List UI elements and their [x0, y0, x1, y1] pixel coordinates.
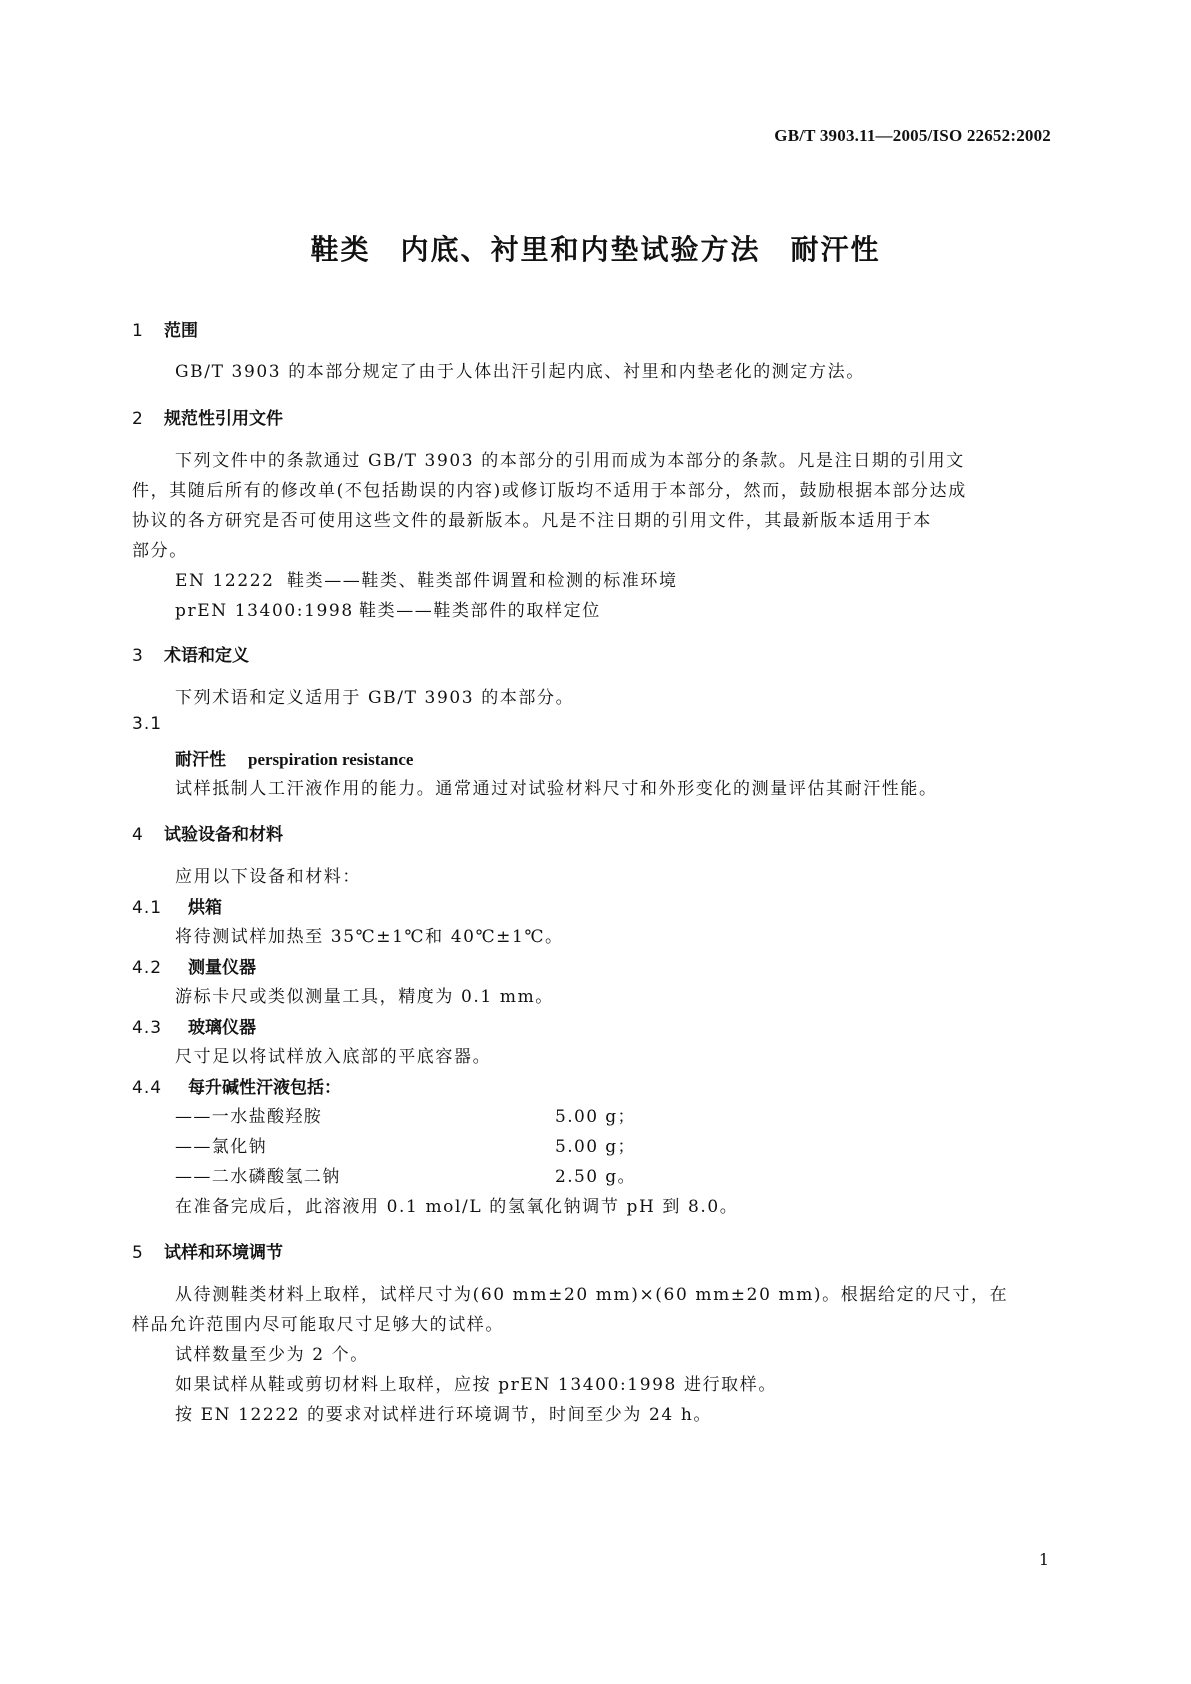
- page-number: 1: [1038, 1550, 1049, 1569]
- section-2-paragraph-line-1: 下列文件中的条款通过 GB/T 3903 的本部分的引用而成为本部分的条款。凡是注日期的引用文: [175, 451, 965, 471]
- section-5-heading: 5 试样和环境调节: [132, 1243, 283, 1263]
- section-5-paragraph-2: 试样数量至少为 2 个。: [175, 1345, 369, 1365]
- subsection-4-3-text: 尺寸足以将试样放入底部的平底容器。: [175, 1047, 492, 1067]
- section-2-paragraph-line-4: 部分。: [132, 541, 188, 561]
- document-title: [0, 228, 1191, 268]
- section-3-paragraph: 下列术语和定义适用于 GB/T 3903 的本部分。: [175, 688, 575, 708]
- section-5-paragraph-line-1: 从待测鞋类材料上取样，试样尺寸为(60 mm±20 mm)×(60 mm±20 mm)。根据给定的尺寸，在: [175, 1285, 1009, 1305]
- section-4-paragraph: 应用以下设备和材料：: [175, 867, 361, 887]
- term-entry: [175, 745, 1191, 770]
- subsection-4-3-heading: 4.3 玻璃仪器: [132, 1018, 256, 1038]
- subsection-4-1-heading: 4.1 烘箱: [132, 898, 222, 918]
- section-3-heading: 3 术语和定义: [132, 646, 249, 666]
- title-part-3: 耐汗性: [790, 233, 881, 266]
- section-2-paragraph-line-2: 件，其随后所有的修改单(不包括勘误的内容)或修订版均不适用于本部分，然而，鼓励根据本部分达成: [132, 481, 967, 501]
- term-definition: 试样抵制人工汗液作用的能力。通常通过对试验材料尺寸和外形变化的测量评估其耐汗性能。: [175, 779, 938, 799]
- subsection-4-1-text: 将待测试样加热至 35℃±1℃和 40℃±1℃。: [175, 927, 564, 947]
- subsection-4-4-heading: 4.4 每升碱性汗液包括：: [132, 1078, 341, 1098]
- title-part-1: 鞋类: [310, 233, 371, 266]
- solution-ingredient: ——氯化钠 5.00 g；: [175, 1137, 636, 1157]
- subsection-4-4-note: 在准备完成后，此溶液用 0.1 mol/L 的氢氧化钠调节 pH 到 8.0。: [175, 1197, 739, 1217]
- subsection-4-2-heading: 4.2 测量仪器: [132, 958, 256, 978]
- normative-reference-1: EN 12222 鞋类——鞋类、鞋类部件调置和检测的标准环境: [175, 571, 678, 591]
- section-1-paragraph: GB/T 3903 的本部分规定了由于人体出汗引起内底、衬里和内垫老化的测定方法。: [175, 362, 865, 382]
- title-part-2: 内底、衬里和内垫试验方法: [400, 233, 761, 266]
- section-2-heading: 2 规范性引用文件: [132, 409, 283, 429]
- solution-ingredient: ——一水盐酸羟胺 5.00 g；: [175, 1107, 636, 1127]
- term-chinese: 耐汗性: [175, 750, 226, 770]
- section-1-heading: 1 范围: [132, 321, 198, 341]
- subsection-4-2-text: 游标卡尺或类似测量工具，精度为 0.1 mm。: [175, 987, 554, 1007]
- subsection-3-1-number: 3.1: [132, 714, 163, 734]
- term-english: perspiration resistance: [248, 750, 414, 769]
- solution-ingredient: ——二水磷酸氢二钠 2.50 g。: [175, 1167, 636, 1187]
- section-5-paragraph-3: 如果试样从鞋或剪切材料上取样，应按 prEN 13400:1998 进行取样。: [175, 1375, 777, 1395]
- standard-number: GB/T 3903.11—2005/ISO 22652:2002: [774, 126, 1051, 145]
- section-5-paragraph-4: 按 EN 12222 的要求对试样进行环境调节，时间至少为 24 h。: [175, 1405, 712, 1425]
- section-4-heading: 4 试验设备和材料: [132, 825, 283, 845]
- section-2-paragraph-line-3: 协议的各方研究是否可使用这些文件的最新版本。凡是不注日期的引用文件，其最新版本适用于本: [132, 511, 932, 531]
- normative-reference-2: prEN 13400:1998 鞋类——鞋类部件的取样定位: [175, 601, 601, 621]
- section-5-paragraph-line-2: 样品允许范围内尽可能取尺寸足够大的试样。: [132, 1315, 504, 1335]
